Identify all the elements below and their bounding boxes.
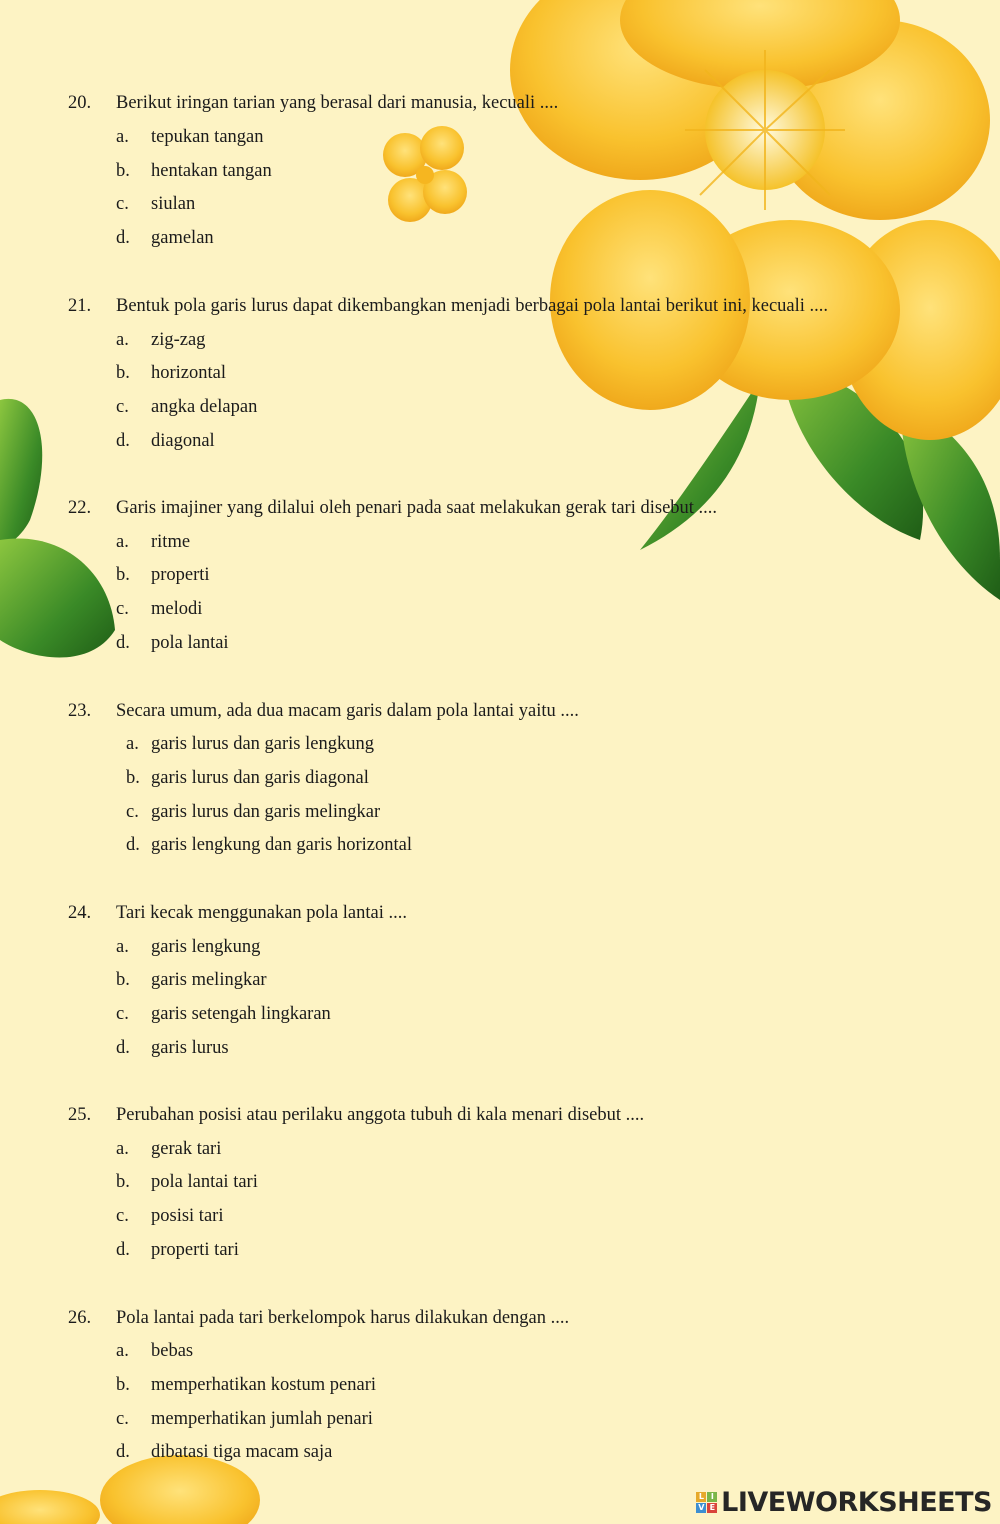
option-letter: a. — [116, 1139, 129, 1159]
option-letter: c. — [116, 1409, 129, 1429]
option-letter: a. — [116, 937, 129, 957]
option-text: diagonal — [151, 431, 215, 451]
option-letter: b. — [116, 363, 130, 383]
question-text: Pola lantai pada tari berkelompok harus dilakukan dengan .... — [116, 1308, 570, 1328]
question-text: Secara umum, ada dua macam garis dalam pola lantai yaitu .... — [116, 701, 579, 721]
option-letter: b. — [116, 1172, 130, 1192]
option-letter: d. — [116, 633, 130, 653]
option-text: zig-zag — [151, 330, 206, 350]
option-text: properti tari — [151, 1240, 239, 1260]
question-text: Garis imajiner yang dilalui oleh penari pada saat melakukan gerak tari disebut .... — [116, 498, 718, 518]
option-text: garis setengah lingkaran — [151, 1004, 331, 1024]
option-letter: d. — [126, 835, 140, 855]
option-text: dibatasi tiga macam saja — [151, 1442, 333, 1462]
question-text: Berikut iringan tarian yang berasal dari manusia, kecuali .... — [116, 93, 559, 113]
option-letter: a. — [116, 330, 129, 350]
option-letter: d. — [116, 1442, 130, 1462]
option-text: garis lurus dan garis diagonal — [151, 768, 369, 788]
brand-name: LIVEWORKSHEETS — [721, 1487, 992, 1518]
option-letter: c. — [116, 599, 129, 619]
option-letter: a. — [116, 532, 129, 552]
option-letter: c. — [126, 802, 139, 822]
option-text: garis lurus dan garis melingkar — [151, 802, 381, 822]
option-letter: d. — [116, 1038, 130, 1058]
question-number: 26. — [68, 1308, 92, 1328]
option-letter: a. — [126, 734, 139, 754]
option-letter: c. — [116, 1004, 129, 1024]
question-text: Bentuk pola garis lurus dapat dikembangkan menjadi berbagai pola lantai berikut ini, kecuali .... — [116, 296, 829, 316]
question-text: Perubahan posisi atau perilaku anggota tubuh di kala menari disebut .... — [116, 1105, 645, 1125]
option-text: memperhatikan jumlah penari — [151, 1409, 373, 1429]
bottom-flower — [0, 1455, 260, 1524]
option-letter: c. — [116, 194, 129, 214]
liveworksheets-logo — [696, 1487, 992, 1518]
question-number: 23. — [68, 701, 92, 721]
option-letter: b. — [116, 1375, 130, 1395]
liveworksheets-icon: L I V E — [696, 1492, 717, 1513]
question-number: 24. — [68, 903, 92, 923]
option-text: melodi — [151, 599, 203, 619]
option-letter: d. — [116, 1240, 130, 1260]
option-text: properti — [151, 565, 210, 585]
question-number: 22. — [68, 498, 92, 518]
option-letter: c. — [116, 1206, 129, 1226]
question-number: 21. — [68, 296, 92, 316]
option-text: hentakan tangan — [151, 161, 272, 181]
option-text: pola lantai — [151, 633, 229, 653]
option-letter: b. — [126, 768, 140, 788]
option-text: garis lengkung dan garis horizontal — [151, 835, 412, 855]
option-text: garis lurus — [151, 1038, 229, 1058]
option-text: garis melingkar — [151, 970, 267, 990]
option-text: posisi tari — [151, 1206, 224, 1226]
option-text: memperhatikan kostum penari — [151, 1375, 377, 1395]
option-text: angka delapan — [151, 397, 258, 417]
question-text: Tari kecak menggunakan pola lantai .... — [116, 903, 407, 923]
option-letter: a. — [116, 127, 129, 147]
option-letter: b. — [116, 565, 130, 585]
option-letter: d. — [116, 431, 130, 451]
leaf-left — [0, 399, 115, 658]
option-letter: c. — [116, 397, 129, 417]
question-number: 25. — [68, 1105, 92, 1125]
option-text: ritme — [151, 532, 191, 552]
big-flower — [510, 0, 1000, 440]
option-letter: a. — [116, 1341, 129, 1361]
option-text: horizontal — [151, 363, 227, 383]
option-letter: b. — [116, 970, 130, 990]
option-text: siulan — [151, 194, 196, 214]
option-letter: b. — [116, 161, 130, 181]
option-text: bebas — [151, 1341, 194, 1361]
option-text: pola lantai tari — [151, 1172, 258, 1192]
option-text: tepukan tangan — [151, 127, 264, 147]
option-text: gamelan — [151, 228, 214, 248]
option-letter: d. — [116, 228, 130, 248]
question-number: 20. — [68, 93, 92, 113]
small-flower — [383, 126, 467, 222]
option-text: garis lengkung — [151, 937, 261, 957]
option-text: garis lurus dan garis lengkung — [151, 734, 374, 754]
option-text: gerak tari — [151, 1139, 222, 1159]
